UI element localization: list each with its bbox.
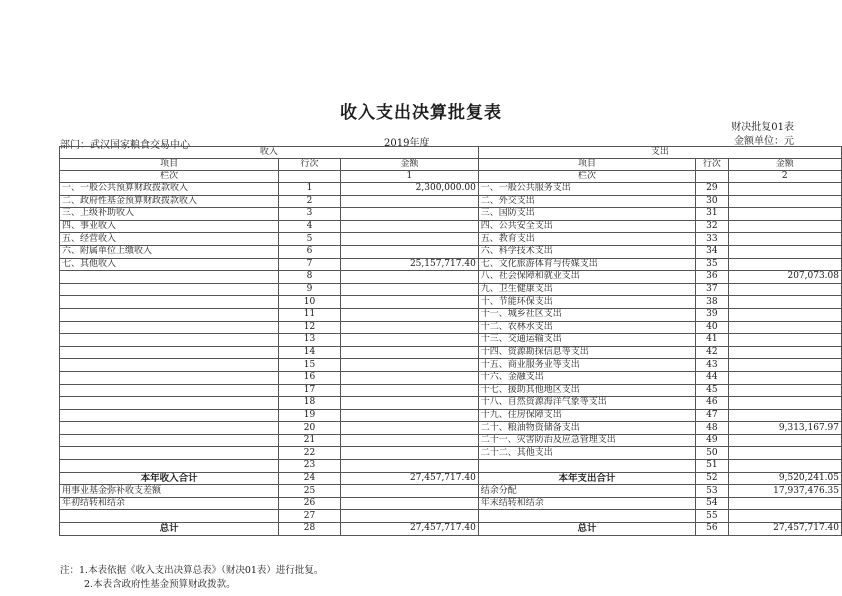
expense-total-amount: 27,457,717.40: [728, 523, 841, 536]
expense-line-no: 29: [696, 183, 728, 196]
income-total-amount: 27,457,717.40: [340, 472, 478, 485]
expense-amount: [728, 296, 841, 309]
table-row: [60, 371, 842, 384]
expense-total-line-no: 54: [696, 497, 728, 510]
income-line-no: 21: [279, 434, 341, 447]
expense-line-no: 39: [696, 308, 728, 321]
income-line-no: 14: [279, 346, 341, 359]
expense-total-item: 年末结转和结余: [478, 497, 695, 510]
expense-item: 十五、商业服务业等支出: [478, 359, 695, 372]
expense-amount: [728, 460, 841, 473]
expense-total-amount: [728, 510, 841, 523]
budget-table: [59, 146, 842, 536]
table-row: [60, 258, 842, 271]
income-total-item: 用事业基金弥补收支差额: [60, 485, 279, 498]
table-row: [60, 220, 842, 233]
income-column-number: 1: [340, 171, 478, 183]
expense-total-item: 本年支出合计: [478, 472, 695, 485]
income-total-amount: [340, 510, 478, 523]
income-line-no: 15: [279, 359, 341, 372]
expense-amount: [728, 195, 841, 208]
income-section-header: 收入: [60, 147, 479, 159]
income-amount: [340, 422, 478, 435]
income-amount: [340, 321, 478, 334]
income-line-no: 11: [279, 308, 341, 321]
table-row: [60, 447, 842, 460]
expense-total-item: 结余分配: [478, 485, 695, 498]
expense-total-item: 总计: [478, 523, 695, 536]
income-amount: 25,157,717.40: [340, 258, 478, 271]
expense-amount: [728, 409, 841, 422]
income-line-no: 17: [279, 384, 341, 397]
income-amount: [340, 271, 478, 284]
income-total-line-no: 28: [279, 523, 341, 536]
income-amount: [340, 359, 478, 372]
report-title: 收入支出决算批复表: [340, 103, 502, 123]
income-column-label: 栏次: [60, 171, 279, 183]
table-row: [60, 283, 842, 296]
total-row: [60, 510, 842, 523]
total-row: [60, 472, 842, 485]
expense-amount: [728, 371, 841, 384]
expense-line-no: 44: [696, 371, 728, 384]
income-column-line: [279, 171, 341, 183]
income-line-no: 5: [279, 233, 341, 246]
income-total-amount: [340, 485, 478, 498]
income-item: 二、政府性基金预算财政拨款收入: [60, 195, 279, 208]
income-amount: [340, 220, 478, 233]
expense-column-label: 栏次: [478, 171, 695, 183]
income-line-no: 2: [279, 195, 341, 208]
expense-line-no: 36: [696, 271, 728, 284]
income-amount: [340, 308, 478, 321]
expense-amount: [728, 208, 841, 221]
expense-amount: [728, 346, 841, 359]
table-row: [60, 183, 842, 196]
expense-line-no: 46: [696, 397, 728, 410]
income-item: [60, 460, 279, 473]
table-row: [60, 460, 842, 473]
table-row: [60, 334, 842, 347]
expense-line-no: 41: [696, 334, 728, 347]
income-total-amount: [340, 497, 478, 510]
table-row: [60, 346, 842, 359]
income-line-no: 22: [279, 447, 341, 460]
expense-line-header: 行次: [696, 159, 728, 171]
expense-total-item: [478, 510, 695, 523]
expense-total-line-no: 52: [696, 472, 728, 485]
expense-item: 三、国防支出: [478, 208, 695, 221]
expense-amount: [728, 359, 841, 372]
income-line-no: 20: [279, 422, 341, 435]
income-item: [60, 397, 279, 410]
table-row: [60, 409, 842, 422]
income-amount: [340, 434, 478, 447]
section-header-row: [60, 147, 842, 159]
expense-item: 九、卫生健康支出: [478, 283, 695, 296]
expense-line-no: 32: [696, 220, 728, 233]
table-row: [60, 245, 842, 258]
income-amount: [340, 208, 478, 221]
table-row: [60, 208, 842, 221]
income-item: 六、附属单位上缴收入: [60, 245, 279, 258]
expense-line-no: 43: [696, 359, 728, 372]
income-item: [60, 371, 279, 384]
expense-item: 八、社会保障和就业支出: [478, 271, 695, 284]
table-row: [60, 359, 842, 372]
amount-unit: 金额单位：元: [734, 136, 794, 147]
income-line-no: 8: [279, 271, 341, 284]
expense-item: 十一、城乡社区支出: [478, 308, 695, 321]
income-amount-header: 金额: [340, 159, 478, 171]
expense-amount: [728, 183, 841, 196]
expense-amount: [728, 245, 841, 258]
expense-amount: [728, 321, 841, 334]
expense-amount: [728, 447, 841, 460]
expense-amount: [728, 233, 841, 246]
expense-line-no: 51: [696, 460, 728, 473]
income-item: [60, 321, 279, 334]
income-amount: [340, 233, 478, 246]
income-line-no: 6: [279, 245, 341, 258]
income-amount: [340, 195, 478, 208]
expense-line-no: 47: [696, 409, 728, 422]
table-row: [60, 195, 842, 208]
expense-total-line-no: 53: [696, 485, 728, 498]
footnote-2: 2.本表含政府性基金预算财政拨款。: [84, 579, 236, 590]
footnote-1: 注：1.本表依据《收入支出决算总表》（财决01表）进行批复。: [60, 565, 324, 576]
table-row: [60, 397, 842, 410]
expense-item: [478, 460, 695, 473]
expense-item: 十三、交通运输支出: [478, 334, 695, 347]
income-line-no: 18: [279, 397, 341, 410]
income-line-header: 行次: [279, 159, 341, 171]
expense-total-amount: 9,520,241.05: [728, 472, 841, 485]
expense-amount: [728, 283, 841, 296]
expense-line-no: 45: [696, 384, 728, 397]
income-amount: [340, 384, 478, 397]
expense-item: 二十一、灾害防治及应急管理支出: [478, 434, 695, 447]
income-amount: [340, 447, 478, 460]
income-total-line-no: 24: [279, 472, 341, 485]
expense-item: 十九、住房保障支出: [478, 409, 695, 422]
column-index-row: [60, 171, 842, 183]
income-line-no: 1: [279, 183, 341, 196]
expense-item: 二十二、其他支出: [478, 447, 695, 460]
expense-amount: [728, 308, 841, 321]
income-item: 五、经营收入: [60, 233, 279, 246]
income-line-no: 23: [279, 460, 341, 473]
total-row: [60, 497, 842, 510]
expense-amount-header: 金额: [728, 159, 841, 171]
income-item: [60, 283, 279, 296]
expense-line-no: 40: [696, 321, 728, 334]
income-item: 四、事业收入: [60, 220, 279, 233]
income-amount: [340, 296, 478, 309]
income-item: [60, 409, 279, 422]
income-line-no: 4: [279, 220, 341, 233]
table-row: [60, 384, 842, 397]
department-label: 部门：武汉国家粮食交易中心: [60, 140, 190, 151]
expense-total-amount: [728, 497, 841, 510]
income-total-line-no: 25: [279, 485, 341, 498]
income-item: [60, 359, 279, 372]
income-line-no: 13: [279, 334, 341, 347]
income-total-item: 本年收入合计: [60, 472, 279, 485]
income-line-no: 16: [279, 371, 341, 384]
expense-item: 十、节能环保支出: [478, 296, 695, 309]
income-amount: [340, 460, 478, 473]
expense-item: 六、科学技术支出: [478, 245, 695, 258]
expense-amount: [728, 334, 841, 347]
income-line-no: 10: [279, 296, 341, 309]
income-item: [60, 346, 279, 359]
table-row: [60, 422, 842, 435]
income-amount: [340, 371, 478, 384]
expense-line-no: 50: [696, 447, 728, 460]
table-row: [60, 233, 842, 246]
expense-line-no: 31: [696, 208, 728, 221]
form-code: 财决批复01表: [731, 122, 794, 133]
income-line-no: 7: [279, 258, 341, 271]
table-row: [60, 271, 842, 284]
expense-amount: [728, 384, 841, 397]
income-line-no: 9: [279, 283, 341, 296]
income-item: [60, 384, 279, 397]
expense-line-no: 48: [696, 422, 728, 435]
expense-line-no: 35: [696, 258, 728, 271]
expense-item-header: 项目: [478, 159, 695, 171]
expense-line-no: 42: [696, 346, 728, 359]
expense-column-line: [696, 171, 728, 183]
expense-total-line-no: 56: [696, 523, 728, 536]
expense-total-line-no: 55: [696, 510, 728, 523]
income-item: [60, 434, 279, 447]
income-amount: [340, 397, 478, 410]
table-row: [60, 308, 842, 321]
expense-item: 十六、金融支出: [478, 371, 695, 384]
income-amount: [340, 346, 478, 359]
expense-item: 十四、资源勘探信息等支出: [478, 346, 695, 359]
income-amount: [340, 245, 478, 258]
total-row: [60, 485, 842, 498]
expense-line-no: 37: [696, 283, 728, 296]
income-line-no: 3: [279, 208, 341, 221]
income-amount: [340, 283, 478, 296]
income-item: 一、一般公共预算财政拨款收入: [60, 183, 279, 196]
expense-item: 十二、农林水支出: [478, 321, 695, 334]
income-total-item: 总计: [60, 523, 279, 536]
total-row: [60, 523, 842, 536]
expense-column-number: 2: [728, 171, 841, 183]
expense-item: 十七、援助其他地区支出: [478, 384, 695, 397]
income-item: 七、其他收入: [60, 258, 279, 271]
table-row: [60, 434, 842, 447]
expense-item: 五、教育支出: [478, 233, 695, 246]
income-total-item: [60, 510, 279, 523]
expense-item: 七、文化旅游体育与传媒支出: [478, 258, 695, 271]
income-total-item: 年初结转和结余: [60, 497, 279, 510]
table-row: [60, 296, 842, 309]
fiscal-year: 2019年度: [384, 138, 430, 149]
expense-total-amount: 17,937,476.35: [728, 485, 841, 498]
expense-item: 四、公共安全支出: [478, 220, 695, 233]
income-line-no: 12: [279, 321, 341, 334]
expense-line-no: 34: [696, 245, 728, 258]
expense-amount: [728, 258, 841, 271]
income-item: [60, 271, 279, 284]
income-item-header: 项目: [60, 159, 279, 171]
expense-item: 一、一般公共服务支出: [478, 183, 695, 196]
expense-section-header: 支出: [478, 147, 841, 159]
expense-item: 十八、自然资源海洋气象等支出: [478, 397, 695, 410]
income-line-no: 19: [279, 409, 341, 422]
expense-line-no: 38: [696, 296, 728, 309]
expense-line-no: 30: [696, 195, 728, 208]
expense-amount: 9,313,167.97: [728, 422, 841, 435]
income-amount: [340, 334, 478, 347]
income-item: [60, 308, 279, 321]
income-total-amount: 27,457,717.40: [340, 523, 478, 536]
expense-amount: [728, 220, 841, 233]
income-item: [60, 422, 279, 435]
column-header-row: [60, 159, 842, 171]
income-amount: 2,300,000.00: [340, 183, 478, 196]
table-row: [60, 321, 842, 334]
expense-amount: 207,073.08: [728, 271, 841, 284]
expense-line-no: 49: [696, 434, 728, 447]
expense-item: 二十、粮油物资储备支出: [478, 422, 695, 435]
income-item: [60, 447, 279, 460]
expense-amount: [728, 434, 841, 447]
income-item: [60, 334, 279, 347]
expense-amount: [728, 397, 841, 410]
expense-line-no: 33: [696, 233, 728, 246]
income-amount: [340, 409, 478, 422]
income-item: [60, 296, 279, 309]
footnotes: [60, 564, 323, 592]
income-item: 三、上级补助收入: [60, 208, 279, 221]
income-total-line-no: 26: [279, 497, 341, 510]
expense-item: 二、外交支出: [478, 195, 695, 208]
income-total-line-no: 27: [279, 510, 341, 523]
